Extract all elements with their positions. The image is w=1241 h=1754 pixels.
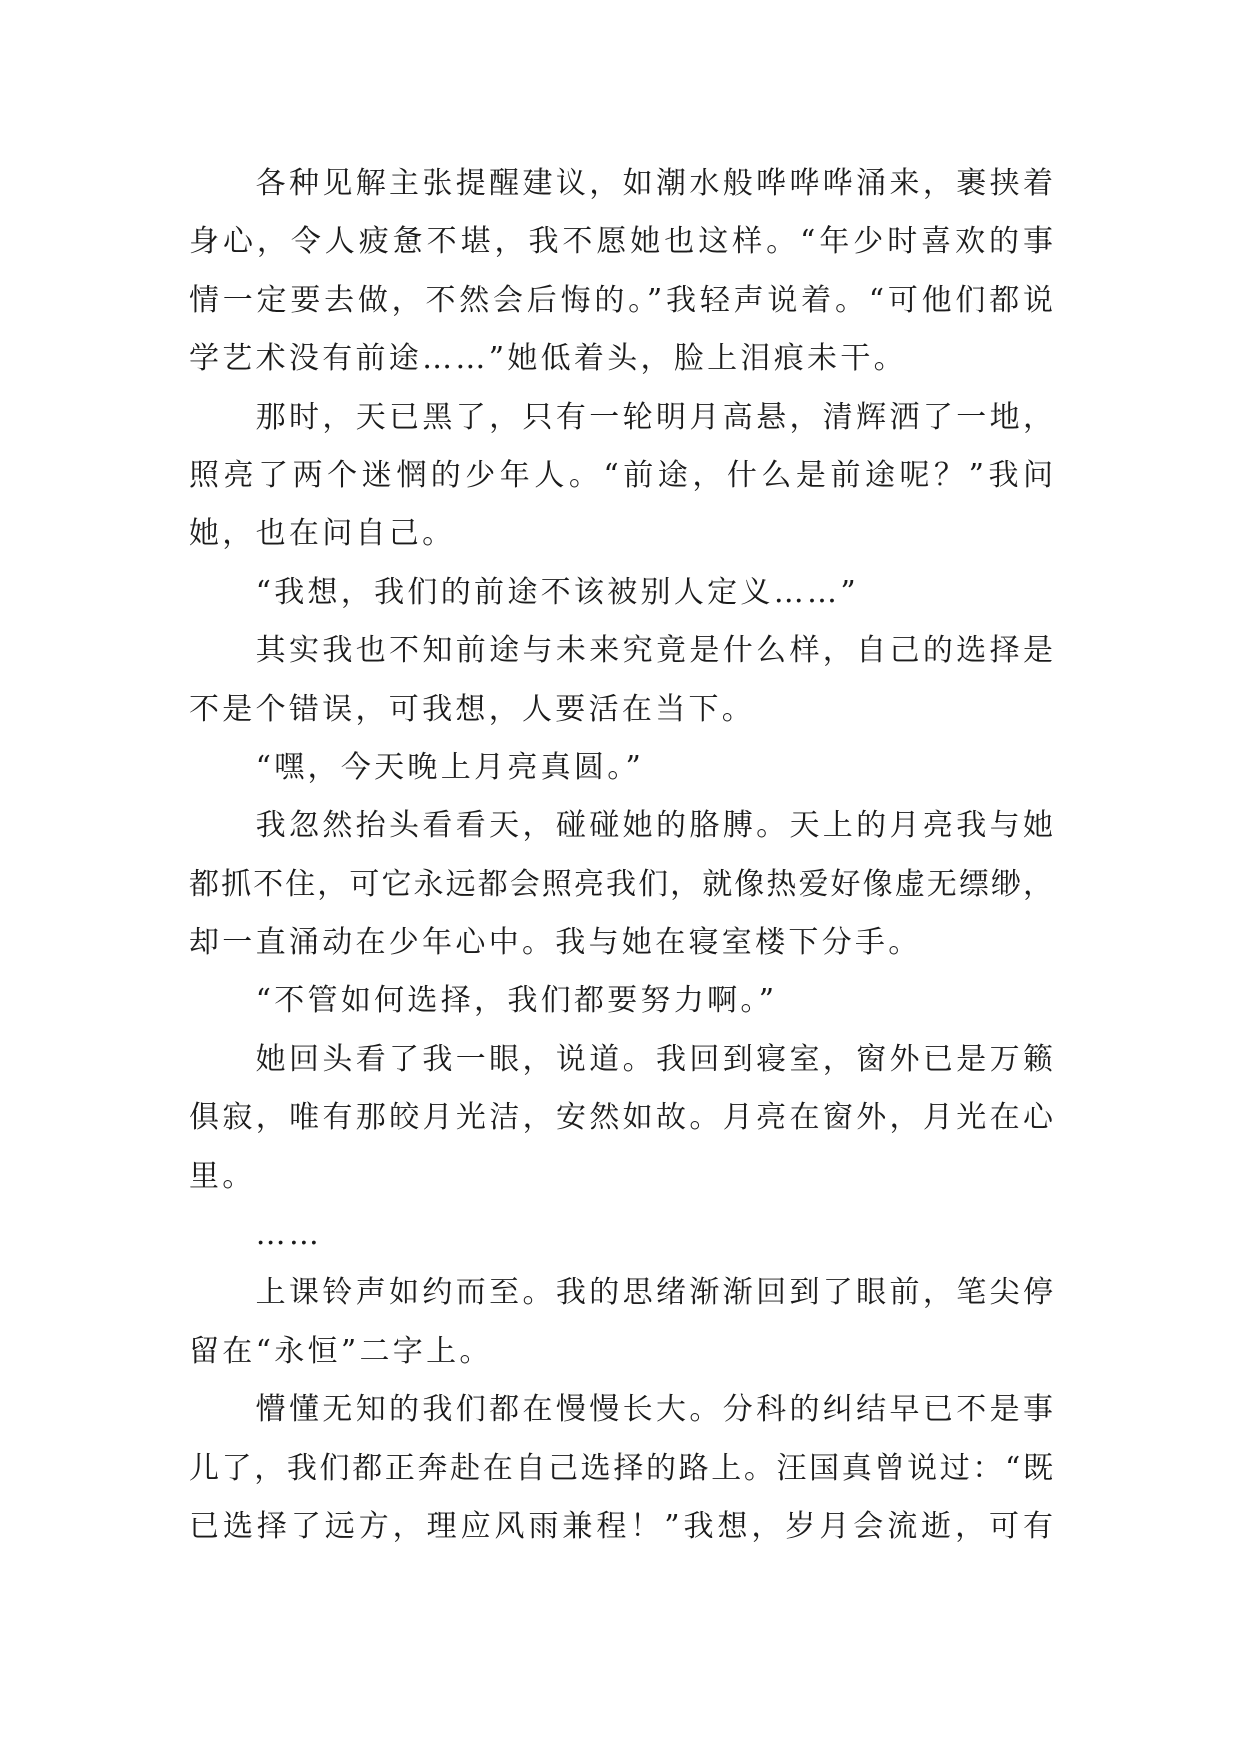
paragraph — [189, 622, 1053, 739]
paragraph — [189, 564, 1053, 622]
text-line: 懵懂无知的我们都在慢慢长大。分科的纠结早已不是事 — [255, 1392, 1053, 1428]
text-line: 不是个错误，可我想，人要活在当下。 — [189, 691, 756, 727]
text-line: “不管如何选择，我们都要努力啊。” — [255, 983, 778, 1019]
paragraph — [189, 389, 1053, 564]
text-line: 俱寂，唯有那皎月光洁，安然如故。月亮在窗外，月光在心 — [189, 1100, 1053, 1136]
paragraph — [189, 155, 1053, 389]
text-line: 里。 — [189, 1158, 256, 1194]
text-line: 那时，天已黑了，只有一轮明月高悬，清辉洒了一地， — [255, 399, 1053, 435]
paragraph — [189, 739, 1053, 797]
paragraph — [189, 972, 1053, 1030]
paragraph — [189, 1031, 1053, 1206]
paragraph — [189, 1206, 1053, 1264]
paragraph — [189, 797, 1053, 972]
text-line: 已选择了远方，理应风雨兼程！”我想，岁月会流逝，可有 — [189, 1508, 1053, 1544]
text-line: …… — [255, 1217, 323, 1253]
paragraph — [189, 1264, 1053, 1381]
text-line: 学艺术没有前途……”她低着头，脸上泪痕未干。 — [189, 341, 907, 377]
text-line: 上课铃声如约而至。我的思绪渐渐回到了眼前，笔尖停 — [255, 1275, 1053, 1311]
text-line: 各种见解主张提醒建议，如潮水般哗哗哗涌来，裹挟着 — [255, 166, 1053, 201]
text-line: 情一定要去做，不然会后悔的。”我轻声说着。“可他们都说 — [189, 282, 1053, 318]
text-line: “我想，我们的前途不该被别人定义……” — [255, 574, 859, 610]
text-line: 却一直涌动在少年心中。我与她在寝室楼下分手。 — [189, 925, 922, 961]
text-line: 她回头看了我一眼，说道。我回到寝室，窗外已是万籁 — [255, 1041, 1053, 1077]
text-line: 留在“永恒”二字上。 — [189, 1333, 493, 1369]
text-line: 都抓不住，可它永远都会照亮我们，就像热爱好像虚无缥缈， — [189, 866, 1053, 902]
text-line: 儿了，我们都正奔赴在自己选择的路上。汪国真曾说过：“既 — [189, 1450, 1053, 1486]
body-text — [189, 155, 1053, 1556]
text-line: “嘿，今天晚上月亮真圆。” — [255, 749, 645, 785]
text-line: 其实我也不知前途与未来究竟是什么样，自己的选择是 — [255, 633, 1053, 669]
paragraph — [189, 1381, 1053, 1556]
text-line: 照亮了两个迷惘的少年人。“前途，什么是前途呢？”我问 — [189, 457, 1053, 493]
text-line: 我忽然抬头看看天，碰碰她的胳膊。天上的月亮我与她 — [255, 808, 1053, 844]
text-line: 她，也在问自己。 — [189, 516, 456, 552]
text-line: 身心，令人疲惫不堪，我不愿她也这样。“年少时喜欢的事 — [189, 224, 1053, 260]
